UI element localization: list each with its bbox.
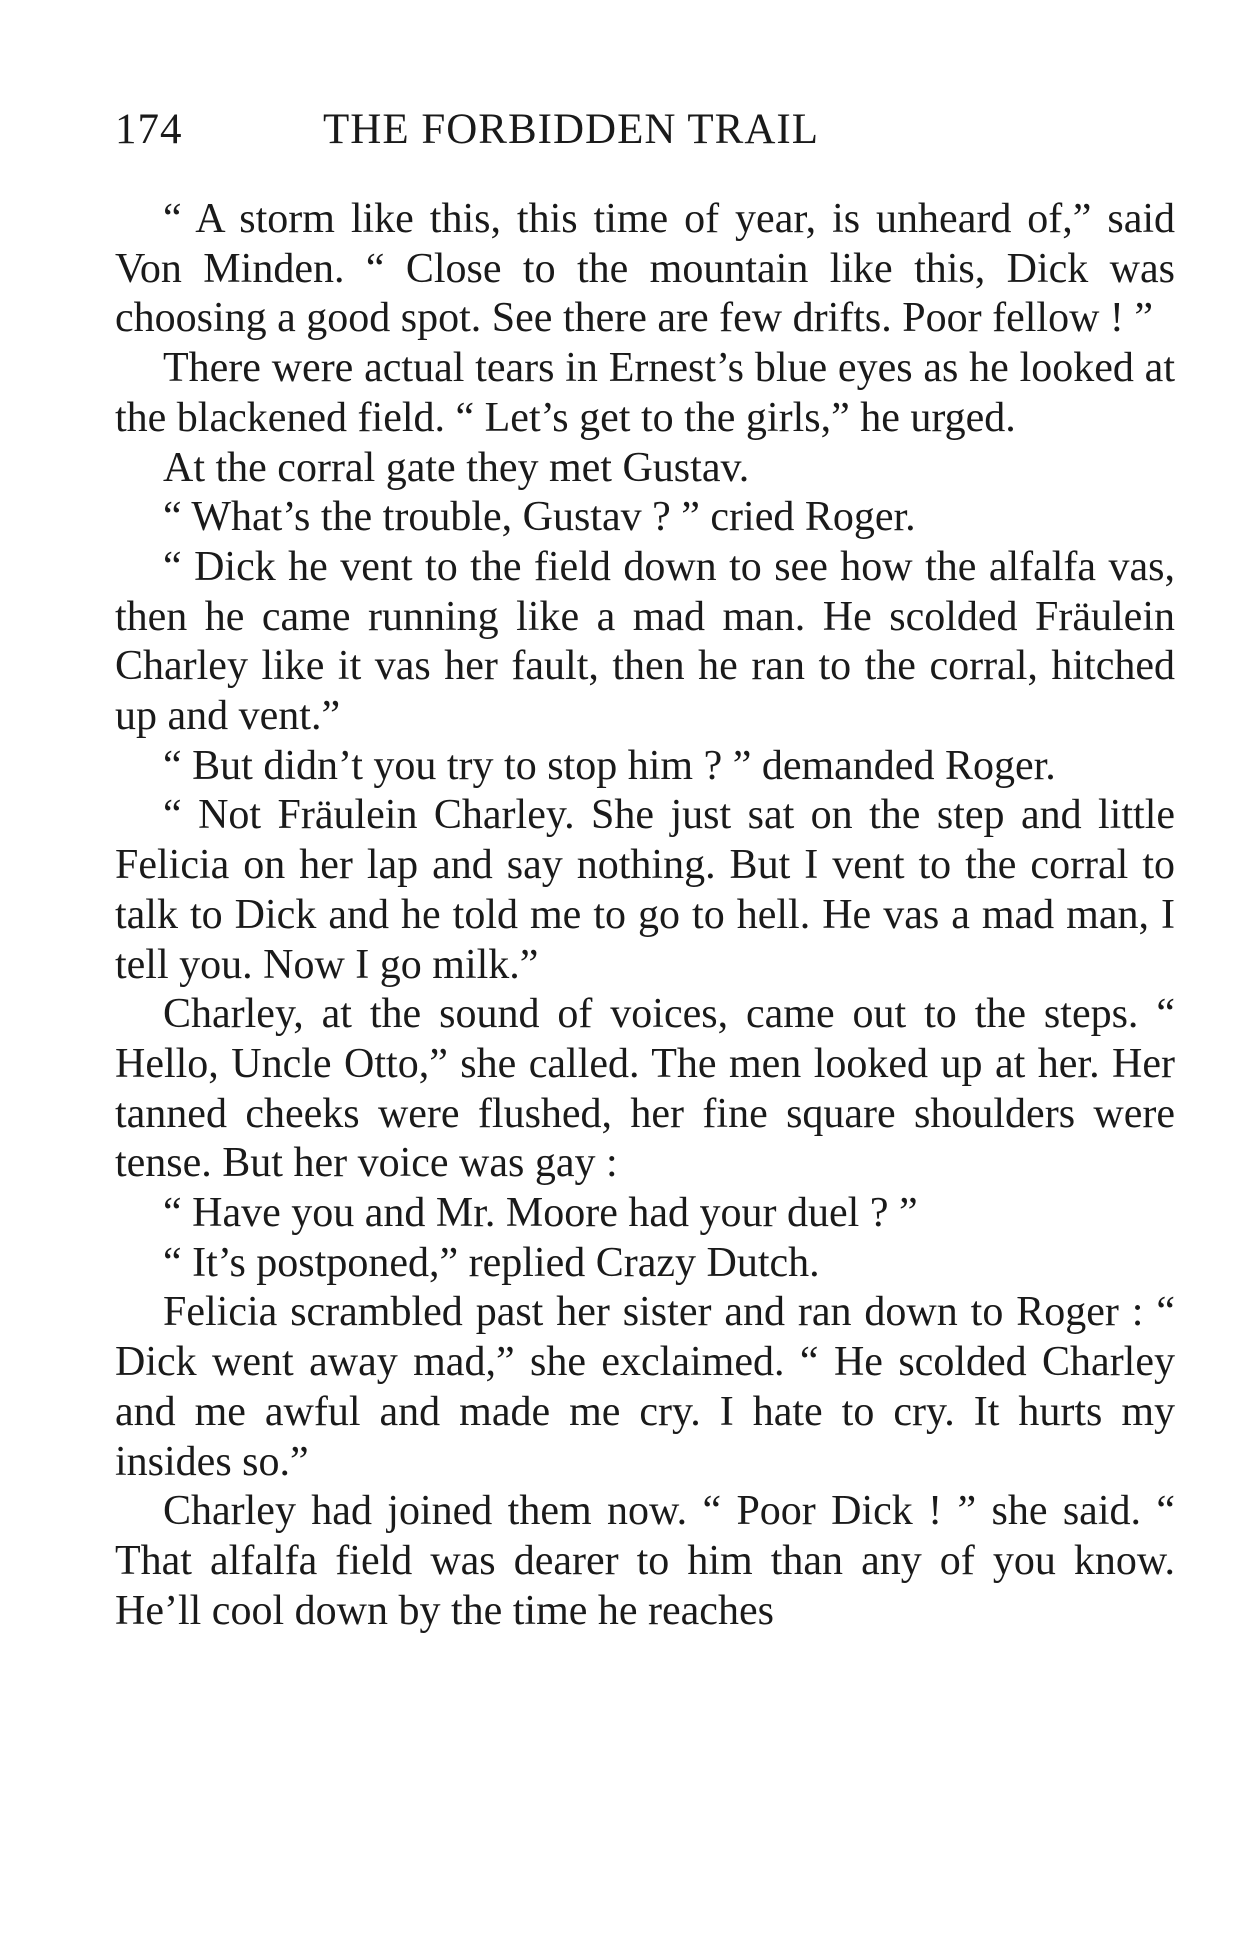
paragraph: “ Have you and Mr. Moore had your duel ? ” [163,1190,918,1237]
paragraph: “ But didn’t you try to stop him ? ” demanded Roger. [163,742,1056,789]
paragraph: Charley had joined them now. “ Poor Dick ! ” she said. “ That alfalfa field was dearer to him than any of you know. He’ll cool down by the time he reaches [115,1488,1175,1634]
paragraph: “ Dick he vent to the field down to see how the alfalfa vas, then he came running like a mad man. He scolded Fräulein Charley like it vas her fault, then he ran to the corral, hitched up and vent.” [115,543,1175,740]
paragraph: Charley, at the sound of voices, came out to the steps. “ Hello, Uncle Otto,” she called. The men looked up at her. Her tanned cheeks were flushed, her fine square shoulders were tense. But her voice was gay : [115,991,1175,1187]
paragraph: Felicia scrambled past her sister and ran down to Roger : “ Dick went away mad,” she exclaimed. “ He scolded Charley and me awful and made me cry. I hate to cry. It hurts my insides so.” [115,1289,1175,1485]
page-header [115,100,1175,160]
paragraph: “ It’s postponed,” replied Crazy Dutch. [163,1239,820,1286]
paragraph: There were actual tears in Ernest’s blue eyes as he looked at the blackened field. “ Let’s get to the girls,” he urged. [115,345,1175,441]
paragraph: At the corral gate they met Gustav. [163,444,750,491]
page-number: 174 [115,106,183,153]
running-title: THE FORBIDDEN TRAIL [323,106,819,153]
paragraph: “ What’s the trouble, Gustav ? ” cried Roger. [163,494,916,541]
paragraph: “ Not Fräulein Charley. She just sat on the step and little Felicia on her lap and say nothing. But I vent to the corral to talk to Dick and he told me to go to hell. He vas a mad man, I tell you. Now I go milk.” [115,792,1175,988]
body-text [115,195,1175,1636]
paragraph: “ A storm like this, this time of year, is unheard of,” said Von Minden. “ Close to the mountain like this, Dick was choosing a good spot. See there are few drifts. Poor fellow ! ” [115,196,1175,342]
